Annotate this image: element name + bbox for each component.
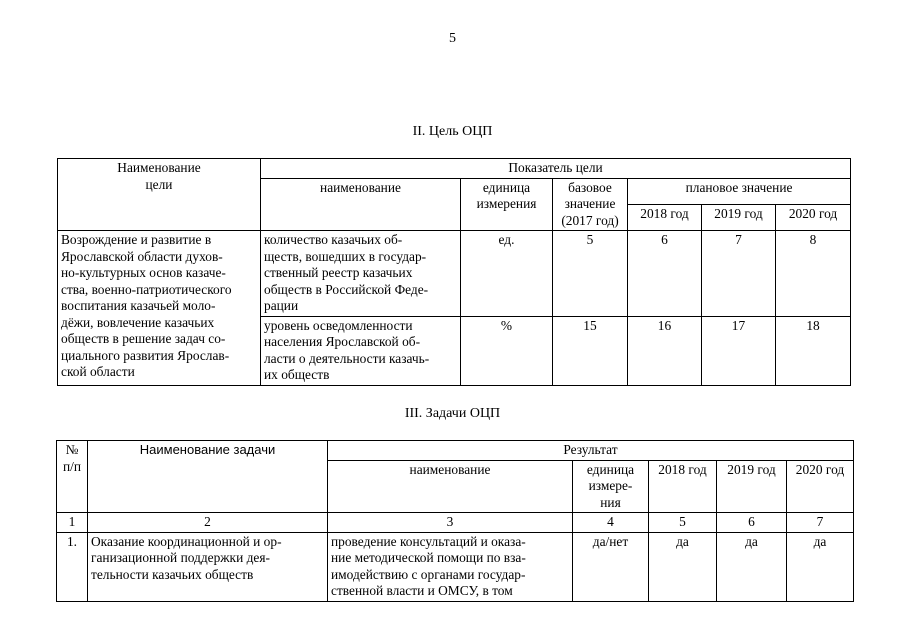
indicator-base-value: 15: [553, 316, 628, 385]
year-2019-header: 2019 год: [702, 204, 776, 230]
indicator-base-value: 5: [553, 231, 628, 317]
section-3-title: III. Задачи ОЦП: [404, 406, 501, 421]
column-number: 3: [328, 513, 573, 533]
task-number: 1.: [57, 532, 88, 601]
task-name-header: Наименование задачи: [88, 441, 328, 513]
indicator-2020-value: 18: [776, 316, 851, 385]
indicator-header: Показатель цели: [261, 159, 851, 179]
goal-name-header: Наименование цели: [58, 159, 261, 231]
result-unit: да/нет: [573, 532, 649, 601]
column-number: 4: [573, 513, 649, 533]
year-2020-header: 2020 год: [787, 460, 854, 513]
result-2020-value: да: [787, 532, 854, 601]
indicator-unit: ед.: [461, 231, 553, 317]
indicator-name: уровень осведомленности населения Ярославской об- ласти о деятельности казачь- их обществ: [261, 316, 461, 385]
result-2018-value: да: [649, 532, 717, 601]
column-number: 6: [717, 513, 787, 533]
indicator-unit: %: [461, 316, 553, 385]
result-name-header: наименование: [328, 460, 573, 513]
indicator-2018-value: 16: [628, 316, 702, 385]
base-value-header: базовое значение (2017 год): [553, 178, 628, 231]
planned-value-header: плановое значение: [628, 178, 851, 204]
result-2019-value: да: [717, 532, 787, 601]
column-number-row: [57, 513, 854, 533]
result-name: проведение консультаций и оказа- ние методической помощи по вза- имодействию с органами государ- ственной власти и ОМСУ, в том: [328, 532, 573, 601]
year-2018-header: 2018 год: [649, 460, 717, 513]
page-number: 5: [449, 31, 456, 46]
table-row: [57, 532, 854, 601]
column-number: 7: [787, 513, 854, 533]
result-header: Результат: [328, 441, 854, 461]
unit-header: единица измерения: [461, 178, 553, 231]
indicator-2020-value: 8: [776, 231, 851, 317]
section-2-title: II. Цель ОЦП: [412, 124, 493, 139]
year-2020-header: 2020 год: [776, 204, 851, 230]
tasks-table: [56, 440, 854, 602]
table-row: [58, 231, 851, 317]
indicator-name-header: наименование: [261, 178, 461, 231]
indicator-2018-value: 6: [628, 231, 702, 317]
year-2018-header: 2018 год: [628, 204, 702, 230]
indicator-2019-value: 7: [702, 231, 776, 317]
year-2019-header: 2019 год: [717, 460, 787, 513]
task-name: Оказание координационной и ор- ганизационной поддержки дея- тельности казачьих обществ: [88, 532, 328, 601]
column-number: 2: [88, 513, 328, 533]
column-number: 1: [57, 513, 88, 533]
result-unit-header: единица измере- ния: [573, 460, 649, 513]
number-header: № п/п: [57, 441, 88, 513]
column-number: 5: [649, 513, 717, 533]
goal-name: Возрождение и развитие в Ярославской области духов- но-культурных основ казаче- ства, военно-патриотического воспитания казачьей моло- дёжи, вовлечение казачьих обществ в решение задач со- циального развития Ярослав- ской области: [58, 231, 261, 386]
indicator-name: количество казачьих об- ществ, вошедших в государ- ственный реестр казачьих обществ в Российской Феде- рации: [261, 231, 461, 317]
indicator-2019-value: 17: [702, 316, 776, 385]
goal-table: [57, 158, 851, 386]
